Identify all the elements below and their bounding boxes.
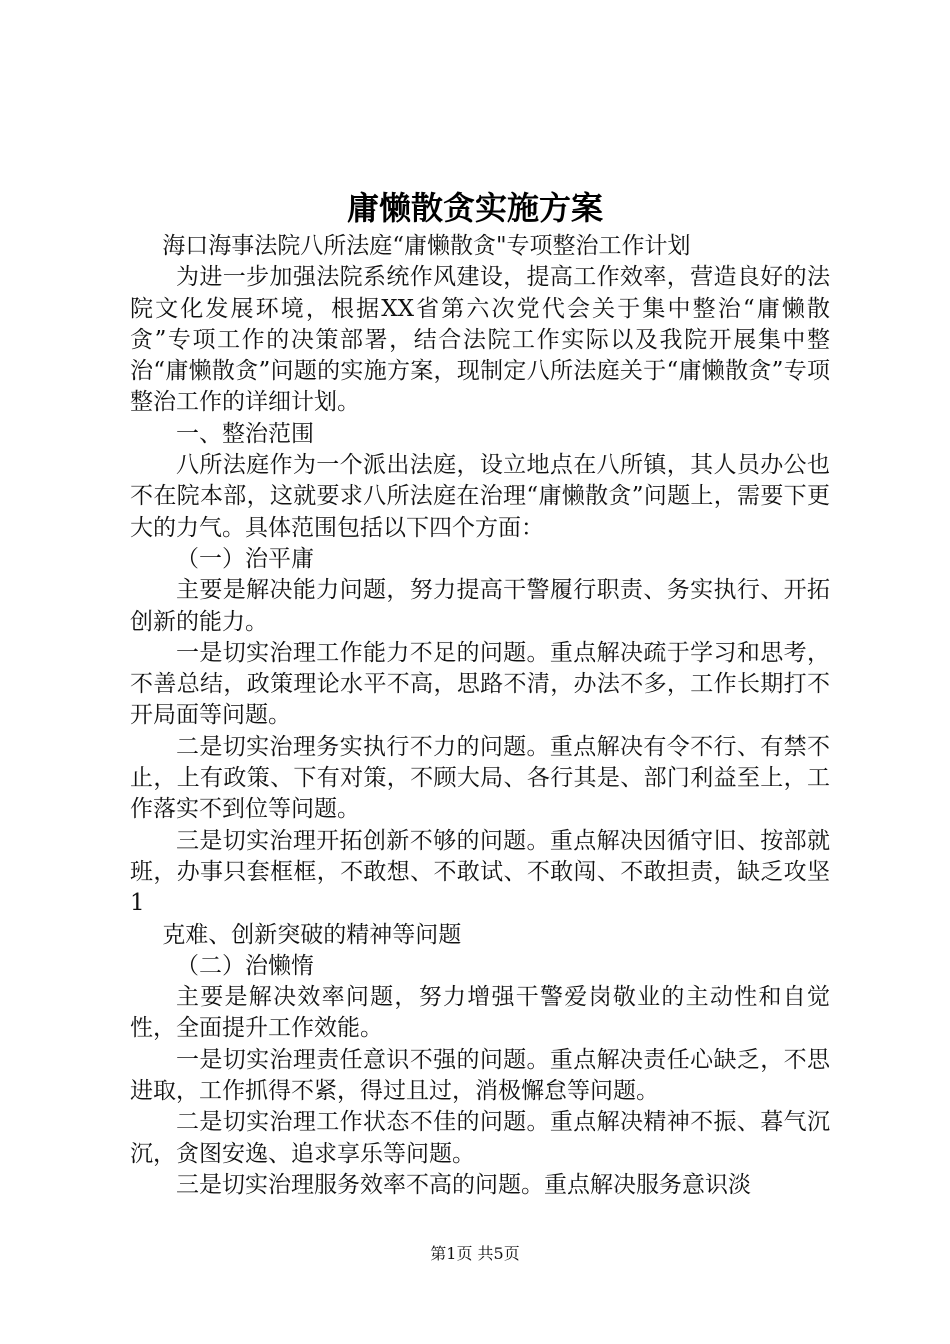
body-paragraph: 主要是解决效率问题，努力增强干警爱岗敬业的主动性和自觉性，全面提升工作效能。: [130, 984, 830, 1042]
body-paragraph: 克难、创新突破的精神等问题: [162, 921, 462, 948]
subsection-heading: （二）治懒惰: [176, 952, 314, 979]
subsection-heading: （一）治平庸: [176, 545, 314, 572]
body-paragraph: 三是切实治理开拓创新不够的问题。重点解决因循守旧、按部就班，办事只套框框，不敢想、不敢试、不敢闯、不敢担责，缺乏攻坚1: [130, 827, 830, 917]
document-title: 庸懒散贪实施方案: [346, 189, 603, 227]
body-paragraph: 一是切实治理工作能力不足的问题。重点解决疏于学习和思考，不善总结，政策理论水平不高，思路不清，办法不多，工作长期打不开局面等问题。: [130, 639, 830, 729]
body-paragraph: 二是切实治理工作状态不佳的问题。重点解决精神不振、暮气沉沉，贪图安逸、追求享乐等问题。: [130, 1109, 830, 1167]
intro-paragraph: 为进一步加强法院系统作风建设，提高工作效率，营造良好的法院文化发展环境，根据XX省第六次党代会关于集中整治“庸懒散贪”专项工作的决策部署，结合法院工作实际以及我院开展集中整治“庸懒散贪”问题的实施方案，现制定八所法庭关于“庸懒散贪”专项整治工作的详细计划。: [130, 264, 830, 416]
body-paragraph: 主要是解决能力问题，努力提高干警履行职责、务实执行、开拓创新的能力。: [130, 577, 830, 635]
page-footer: 第1页 共5页: [430, 1244, 520, 1263]
section-heading: 一、整治范围: [176, 420, 314, 447]
body-paragraph: 八所法庭作为一个派出法庭，设立地点在八所镇，其人员办公也不在院本部，这就要求八所法庭在治理“庸懒散贪”问题上，需要下更大的力气。具体范围包括以下四个方面：: [130, 452, 830, 541]
body-paragraph: 三是切实治理服务效率不高的问题。重点解决服务意识淡: [176, 1171, 751, 1198]
body-paragraph: 二是切实治理务实执行不力的问题。重点解决有令不行、有禁不止，上有政策、下有对策，不顾大局、各行其是、部门利益至上，工作落实不到位等问题。: [130, 733, 830, 823]
document-body: [130, 231, 830, 1201]
body-paragraph: 一是切实治理责任意识不强的问题。重点解决责任心缺乏，不思进取，工作抓得不紧，得过且过，消极懈怠等问题。: [130, 1046, 830, 1105]
subtitle-paragraph: 海口海事法院八所法庭“庸懒散贪"专项整治工作计划: [162, 233, 691, 259]
